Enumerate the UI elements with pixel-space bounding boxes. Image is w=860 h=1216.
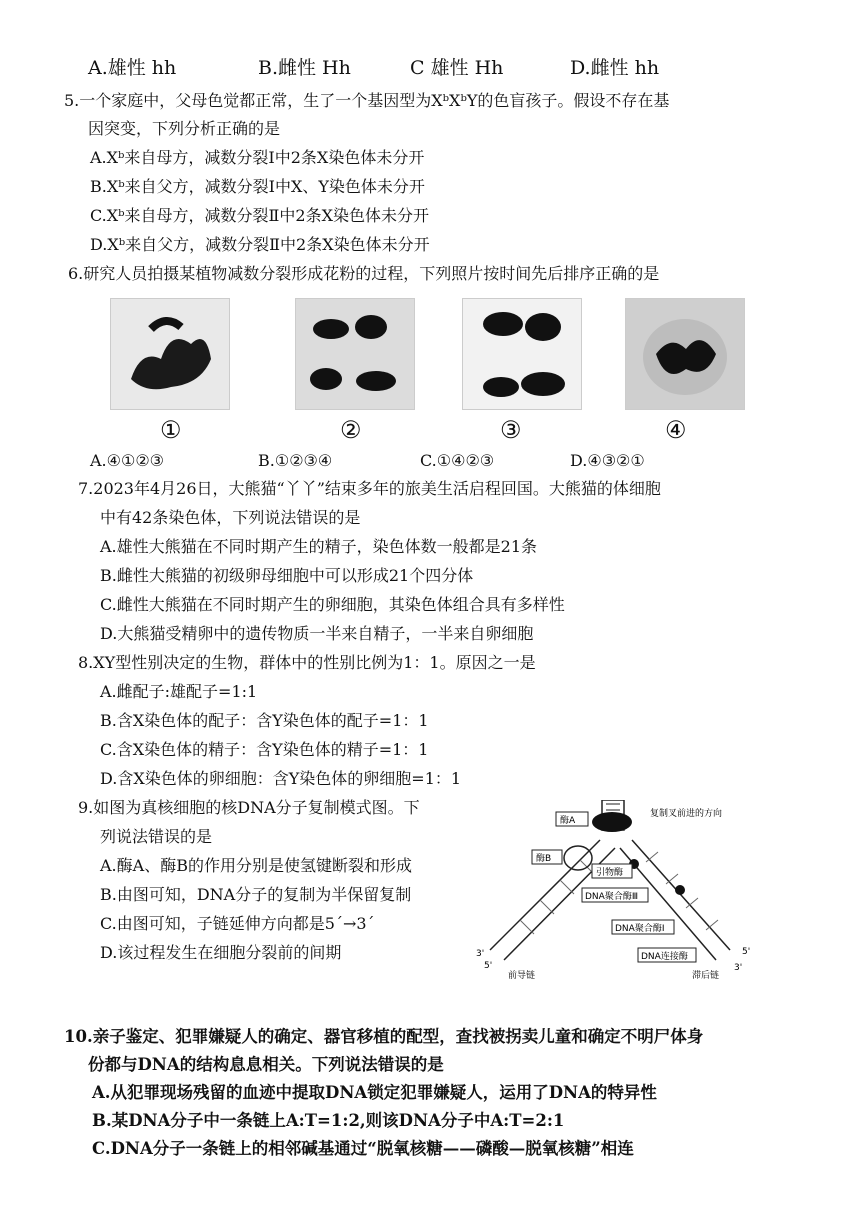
pol3-label: DNA聚合酶Ⅲ	[585, 892, 639, 902]
q7-option-d: D.大熊猫受精卵中的遗传物质一半来自精子，一半来自卵细胞	[100, 624, 534, 643]
q9-stem-line1: 9.如图为真核细胞的核DNA分子复制模式图。下	[78, 798, 420, 817]
enzyme-a-label: 酶A	[560, 816, 576, 826]
q4-option-b: B.雌性 Hh	[258, 57, 351, 79]
ligase-label: DNA连接酶	[641, 952, 688, 962]
q5-option-c: C.Xᵇ来自母方，减数分裂Ⅱ中2条X染色体未分开	[90, 206, 429, 225]
q7-option-b: B.雌性大熊猫的初级卵母细胞中可以形成21个四分体	[100, 566, 474, 585]
q8-option-d: D.含X染色体的卵细胞：含Y染色体的卵细胞=1：1	[100, 769, 462, 788]
q4-option-c: C 雄性 Hh	[410, 57, 504, 79]
photo-label-4: ④	[665, 416, 687, 444]
photo-label-1: ①	[160, 416, 182, 444]
q9-option-a: A.酶A、酶B的作用分别是使氢键断裂和形成	[100, 856, 412, 875]
right-5-prime: 5'	[742, 947, 751, 957]
q5-stem-line2: 因突变，下列分析正确的是	[88, 119, 281, 138]
photo-label-2: ②	[340, 416, 362, 444]
q8-stem: 8.XY型性别决定的生物，群体中的性别比例为1：1。原因之一是	[78, 653, 536, 672]
q10-option-b: B.某DNA分子中一条链上A:T=1:2,则该DNA分子中A:T=2:1	[92, 1111, 565, 1130]
q9-option-d: D.该过程发生在细胞分裂前的间期	[100, 943, 342, 962]
q5-option-a: A.Xᵇ来自母方，减数分裂Ⅰ中2条X染色体未分开	[90, 148, 425, 167]
q6-option-c: C.①④②③	[420, 451, 495, 470]
micrograph-2	[295, 298, 415, 410]
q9-option-c: C.由图可知，子链延伸方向都是5´→3´	[100, 914, 375, 933]
q9-option-b: B.由图可知，DNA分子的复制为半保留复制	[100, 885, 412, 904]
polymerase-dot	[675, 885, 685, 895]
q6-stem: 6.研究人员拍摄某植物减数分裂形成花粉的过程，下列照片按时间先后排序正确的是	[68, 264, 660, 283]
q7-stem-line2: 中有42条染色体，下列说法错误的是	[100, 508, 361, 527]
q6-option-d: D.④③②①	[570, 451, 645, 470]
q6-option-a: A.④①②③	[90, 451, 165, 470]
left-5-prime: 5'	[484, 961, 493, 971]
micrograph-3	[462, 298, 582, 410]
micrograph-4	[625, 298, 745, 410]
q8-option-b: B.含X染色体的配子：含Y染色体的配子=1：1	[100, 711, 429, 730]
q7-option-c: C.雌性大熊猫在不同时期产生的卵细胞，其染色体组合具有多样性	[100, 595, 565, 614]
q10-stem-line1: 10.亲子鉴定、犯罪嫌疑人的确定、器官移植的配型，查找被拐卖儿童和确定不明尸体身	[64, 1027, 704, 1046]
q4-option-d: D.雌性 hh	[570, 57, 660, 79]
right-3-prime: 3'	[734, 963, 743, 973]
q9-stem-line2: 列说法错误的是	[100, 827, 213, 846]
enzyme-b-label: 酶B	[536, 854, 552, 864]
q7-stem-line1: 7.2023年4月26日，大熊猫“丫丫”结束多年的旅美生活启程回国。大熊猫的体细胞	[78, 479, 661, 498]
leading-strand-label: 前导链	[508, 971, 536, 981]
photo-label-3: ③	[500, 416, 522, 444]
q8-option-c: C.含X染色体的精子：含Y染色体的精子=1：1	[100, 740, 429, 759]
q5-stem-line1: 5.一个家庭中，父母色觉都正常，生了一个基因型为XᵇXᵇY的色盲孩子。假设不存在基	[64, 91, 670, 110]
lagging-strand-label: 滞后链	[692, 971, 720, 981]
primase-label: 引物酶	[596, 868, 624, 878]
q10-option-a: A.从犯罪现场残留的血迹中提取DNA锁定犯罪嫌疑人，运用了DNA的特异性	[92, 1083, 657, 1102]
enzyme-b-shape	[564, 846, 592, 870]
q7-option-a: A.雄性大熊猫在不同时期产生的精子，染色体数一般都是21条	[100, 537, 538, 556]
left-3-prime: 3'	[476, 949, 485, 959]
q6-option-b: B.①②③④	[258, 451, 333, 470]
q8-option-a: A.雌配子:雄配子=1:1	[100, 682, 258, 701]
fork-direction-label: 复制叉前进的方向	[650, 809, 723, 819]
enzyme-a-shape	[592, 812, 632, 832]
q10-stem-line2: 份都与DNA的结构息息相关。下列说法错误的是	[88, 1055, 444, 1074]
q4-option-a: A.雄性 hh	[88, 57, 177, 79]
pol1-label: DNA聚合酶Ⅰ	[615, 924, 665, 934]
q5-option-d: D.Xᵇ来自父方，减数分裂Ⅱ中2条X染色体未分开	[90, 235, 430, 254]
q10-option-c: C.DNA分子一条链上的相邻碱基通过“脱氧核糖——磷酸—脱氧核糖”相连	[92, 1139, 634, 1158]
micrograph-1	[110, 298, 230, 410]
dna-replication-diagram	[470, 800, 770, 985]
q5-option-b: B.Xᵇ来自父方，减数分裂Ⅰ中X、Y染色体未分开	[90, 177, 425, 196]
